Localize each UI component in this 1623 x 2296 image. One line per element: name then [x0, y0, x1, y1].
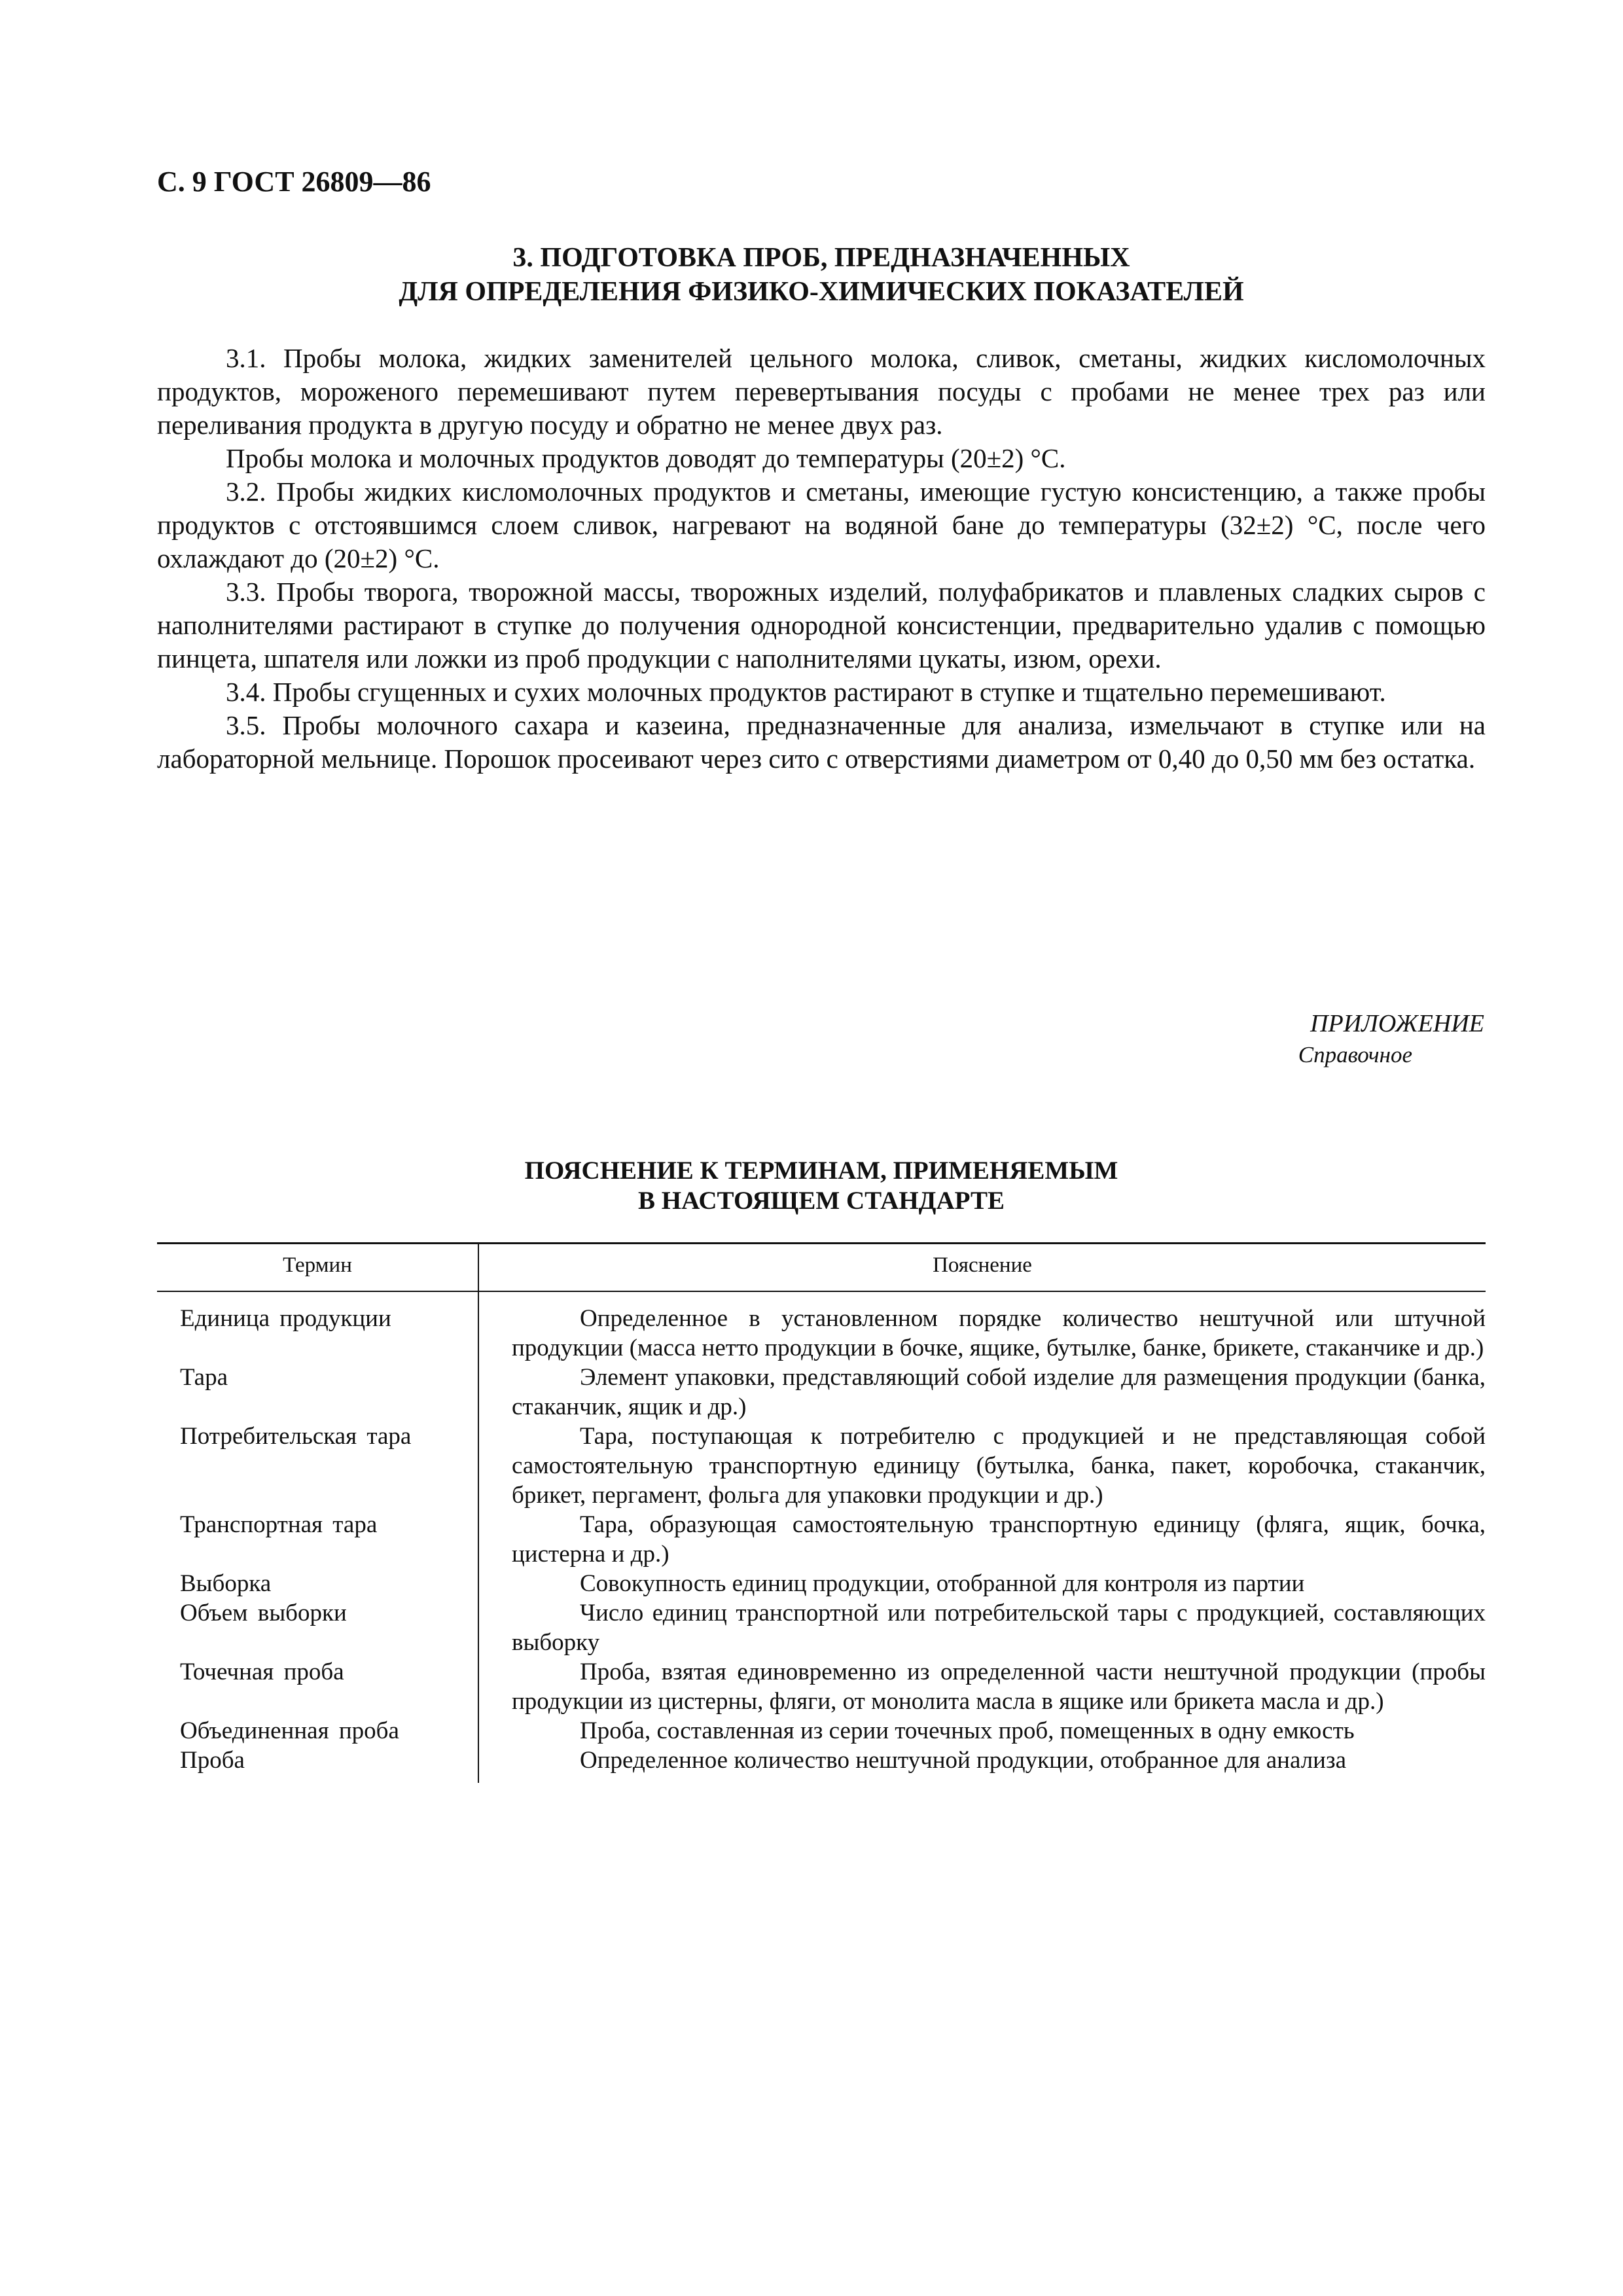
appendix-label-block: [1298, 1008, 1484, 1071]
explanation-cell: Проба, взятая единовременно из определенной части нештучной продукции (пробы продукции из цистерны, фляги, от монолита масла в ящике или брикета масла и др.): [512, 1659, 1486, 1715]
section-title-line-1: 3. ПОДГОТОВКА ПРОБ, ПРЕДНАЗНАЧЕННЫХ: [512, 243, 1130, 273]
section-title: [157, 241, 1486, 309]
appendix-label: ПРИЛОЖЕНИЕ: [1310, 1010, 1484, 1037]
term-cell: Транспортная тара: [157, 1510, 478, 1569]
table-row: [157, 1363, 1486, 1422]
terms-title-line-1: ПОЯСНЕНИЕ К ТЕРМИНАМ, ПРИМЕНЯЕМЫМ: [524, 1157, 1118, 1185]
paragraph-3-5: 3.5. Пробы молочного сахара и казеина, предназначенные для анализа, измельчают в ступке или на лабораторной мельнице. Порошок просеивают через сито с отверстиями диаметром от 0,40 до 0,50 мм без остатка.: [157, 710, 1486, 774]
term-cell: Проба: [157, 1746, 478, 1783]
table-row: [157, 1598, 1486, 1657]
paragraph-3-4: 3.4. Пробы сгущенных и сухих молочных продуктов растирают в ступке и тщательно перемешивают.: [226, 677, 1386, 707]
table-row: [157, 1716, 1486, 1746]
term-cell: Единица продукции: [157, 1291, 478, 1363]
paragraph-3-3: 3.3. Пробы творога, творожной массы, творожных изделий, полуфабрикатов и плавленых сладких сыров с наполнителями растирают в ступке до получения однородной консистенции, предварительно удалив с помощью пинцета, шпателя или ложки из проб продукции с наполнителями цукаты, изюм, орехи.: [157, 577, 1486, 673]
table-row: [157, 1746, 1486, 1783]
explanation-cell: Тара, поступающая к потребителю с продукцией и не представляющая собой самостоятельную транспортную единицу (бутылка, банка, пакет, коробочка, стаканчик, брикет, пергамент, фольга для упаковки продукции и др.): [512, 1423, 1486, 1509]
table-header-row: [157, 1244, 1486, 1292]
table-row: [157, 1510, 1486, 1569]
explanation-cell: Проба, составленная из серии точечных проб, помещенных в одну емкость: [580, 1717, 1355, 1744]
term-cell: Точечная проба: [157, 1657, 478, 1716]
term-cell: Объем выборки: [157, 1598, 478, 1657]
section-title-line-2: ДЛЯ ОПРЕДЕЛЕНИЯ ФИЗИКО-ХИМИЧЕСКИХ ПОКАЗАТЕЛЕЙ: [399, 277, 1244, 307]
table-row: [157, 1291, 1486, 1363]
term-cell: Потребительская тара: [157, 1422, 478, 1510]
term-cell: Выборка: [157, 1569, 478, 1598]
paragraph-temperature: Пробы молока и молочных продуктов доводят до температуры (20±2) °С.: [226, 443, 1066, 473]
terms-title: [157, 1156, 1486, 1216]
explanation-cell: Число единиц транспортной или потребительской тары с продукцией, составляющих выборку: [512, 1600, 1486, 1656]
terms-title-line-2: В НАСТОЯЩЕМ СТАНДАРТЕ: [638, 1187, 1005, 1215]
term-cell: Тара: [157, 1363, 478, 1422]
explanation-cell: Определенное в установленном порядке количество нештучной или штучной продукции (масса нетто продукции в бочке, ящике, бутылке, банке, брикете, стаканчике и др.): [512, 1305, 1486, 1361]
paragraph-3-2: 3.2. Пробы жидких кисломолочных продуктов и сметаны, имеющие густую консистенцию, а также пробы продуктов с отстоявшимся слоем сливок, нагревают на водяной бане до температуры (32±2) °С, после чего охлаждают до (20±2) °С.: [157, 476, 1486, 573]
section-body: [157, 342, 1486, 776]
column-header-term: Термин: [157, 1244, 478, 1292]
explanation-cell: Совокупность единиц продукции, отобранной для контроля из партии: [580, 1570, 1305, 1597]
term-cell: Объединенная проба: [157, 1716, 478, 1746]
column-header-explanation: Пояснение: [478, 1244, 1486, 1292]
terms-table: [157, 1242, 1486, 1783]
explanation-cell: Определенное количество нештучной продукции, отобранное для анализа: [580, 1747, 1346, 1774]
paragraph-3-1: 3.1. Пробы молока, жидких заменителей цельного молока, сливок, сметаны, жидких кисломолочных продуктов, мороженого перемешивают путем перевертывания посуды с пробами не менее трех раз или переливания продукта в другую посуду и обратно не менее двух раз.: [157, 343, 1486, 440]
table-row: [157, 1657, 1486, 1716]
table-row: [157, 1569, 1486, 1598]
table-row: [157, 1422, 1486, 1510]
appendix-sublabel: Справочное: [1298, 1042, 1412, 1067]
explanation-cell: Тара, образующая самостоятельную транспортную единицу (фляга, ящик, бочка, цистерна и др.): [512, 1511, 1486, 1568]
explanation-cell: Элемент упаковки, представляющий собой изделие для размещения продукции (банка, стаканчик, ящик и др.): [512, 1364, 1486, 1420]
page-header: С. 9 ГОСТ 26809—86: [157, 166, 431, 198]
